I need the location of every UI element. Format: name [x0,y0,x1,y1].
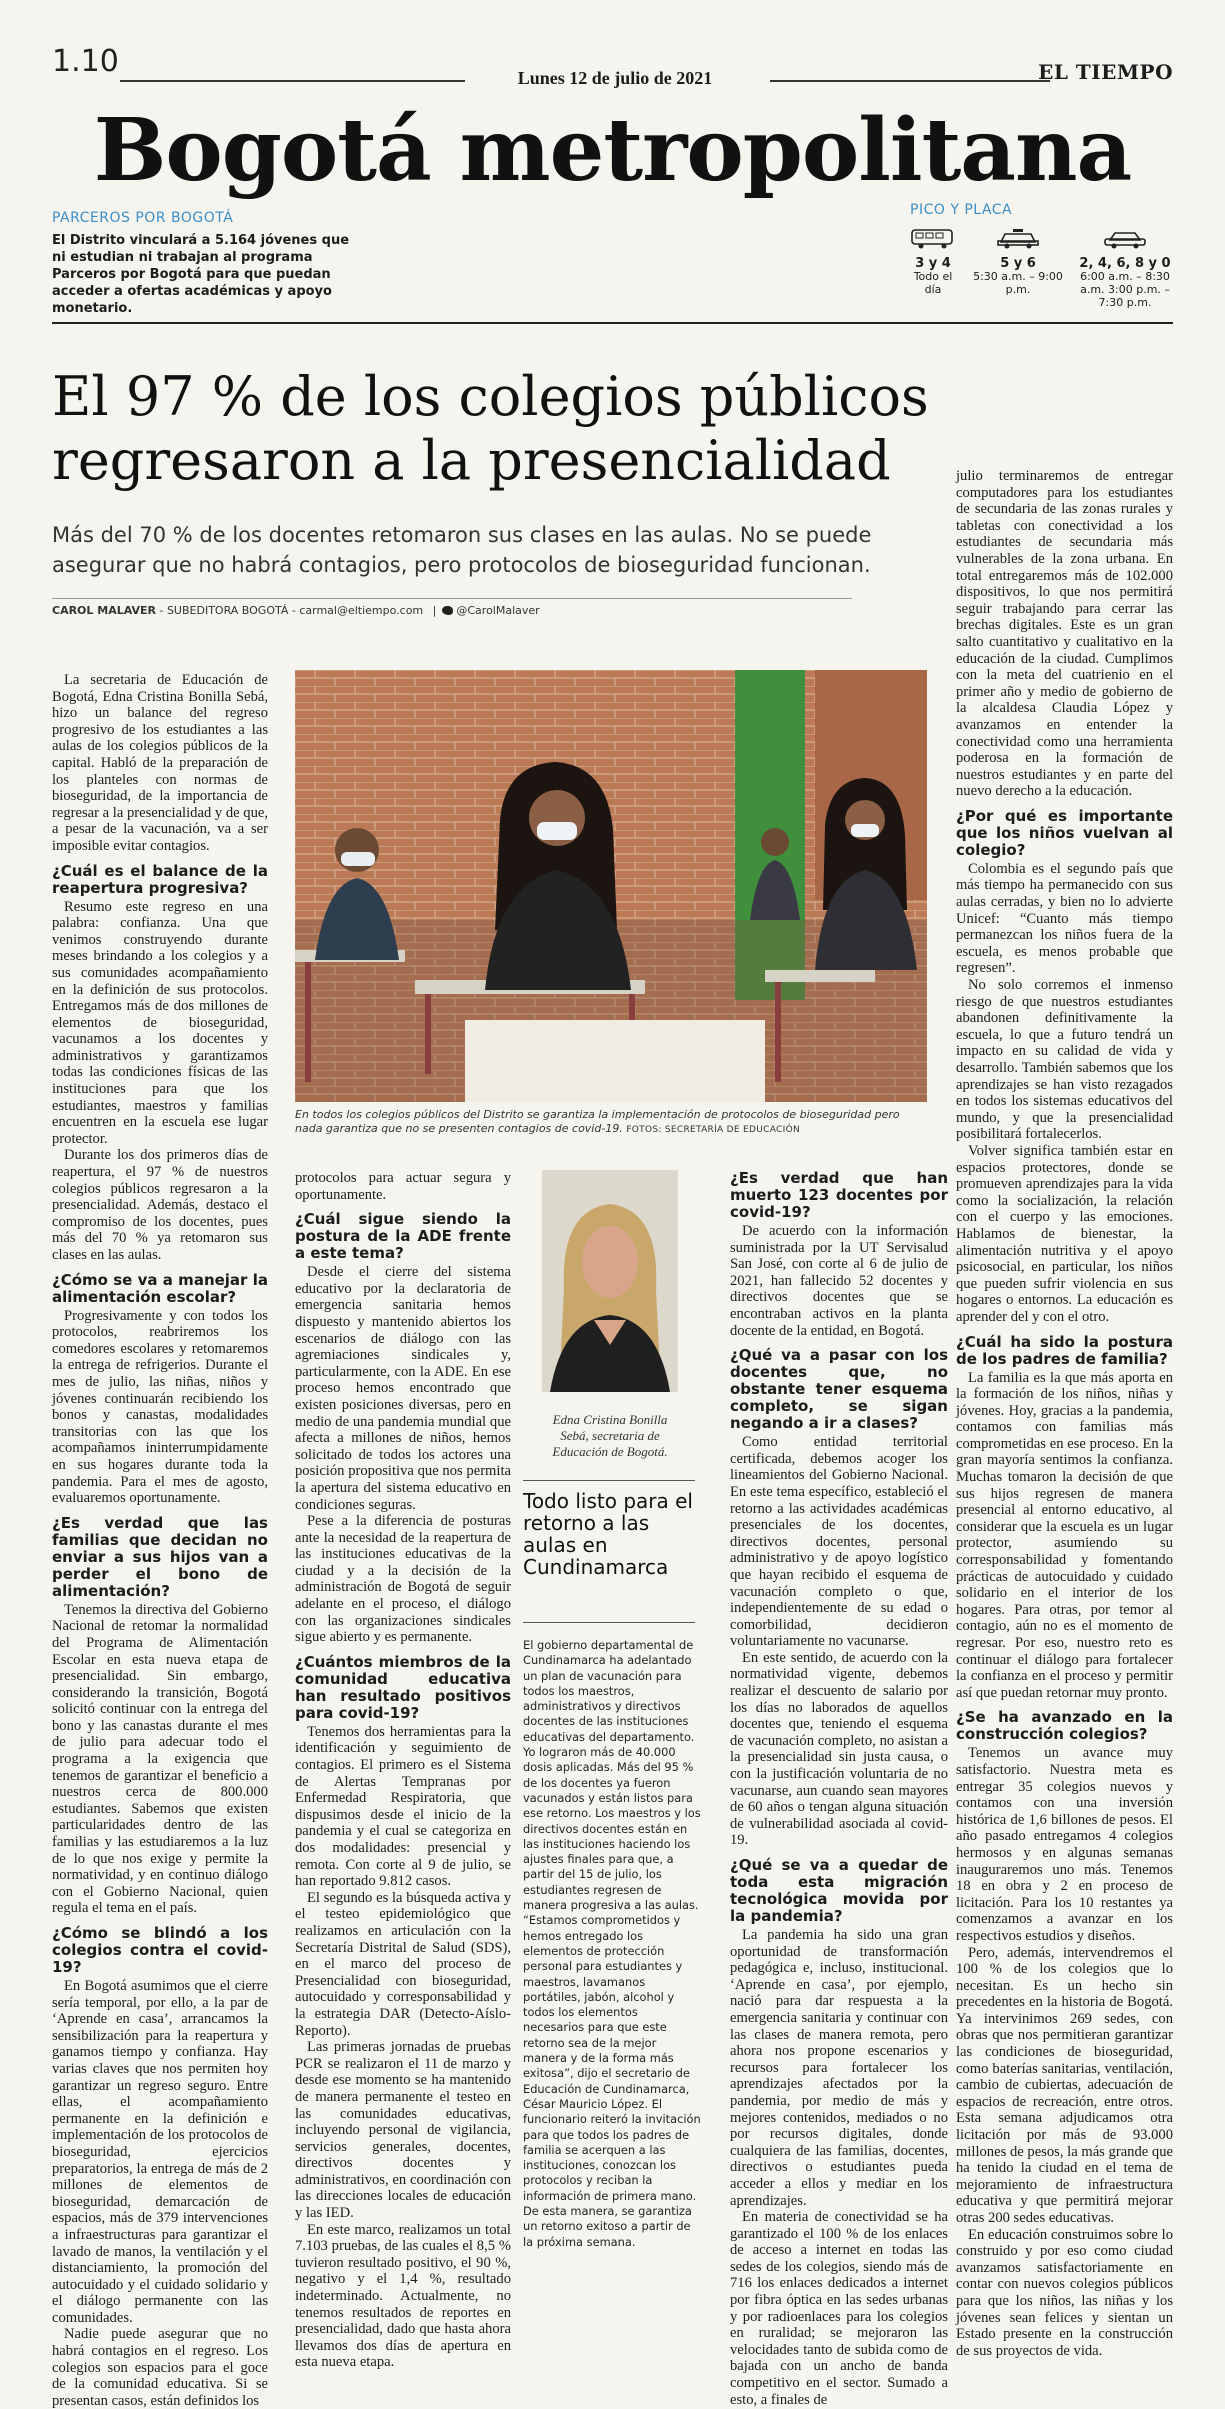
sidebar-text: El gobierno departamental de Cundinamarca ha adelantado un plan de vacunación para todos los maestros, administrativos y directivos docentes de las instituciones educativas del departamento. Yo lograron más de 40.000 dosis aplicadas. Más del 95 % de los docentes ya fueron vacunados y están listos para ese retorno. Los maestros y los directivos docentes están en las instituciones haciendo los ajustes finales para que, a partir del 15 de julio, los estudiantes regresen de manera progresiva a las aulas. “Estamos comprometidos y hemos entregado los elementos de protección personal para estudiantes y maestros, lavamanos portátiles, jabón, alcohol y todos los elementos necesarios para que este retorno sea de la mejor manera y de la forma más exitosa”, dijo el secretario de Educación de Cundinamarca, César Mauricio López. El funcionario reiteró la invitación para que todos los padres de familia se acerquen a las instituciones, conozcan los protocolos y reciban la información de primera mano. De esta manera, se garantiza un retorno exitoso a partir de la próxima semana. [523,1638,701,2249]
article-paragraph: Pero, además, intervendremos el 100 % de los colegios que lo necesitan. Es un hecho sin precedentes en la historia de Bogotá. Ya intervinimos 269 sedes, con obras que nos permitieran garantizar las condiciones de bioseguridad, como baterías sanitarias, ventilación, cambio de cubiertas, adecuación de espacios de recreación, entre otros. Esta semana adjudicamos otra licitación por más de 93.000 millones de pesos, la más grande que ha tenido la ciudad en el tema de mejoramiento de infraestructura educativa y que permitirá mejorar otras 200 sedes educativas. [956,1944,1173,2226]
article-paragraph: De acuerdo con la información suministrada por la UT Servisalud San José, con corte al 6 de julio de 2021, han fallecido 52 docentes y directivos docentes que se encontraban activos en la planta docente de la entidad, en Bogotá. [730,1223,948,1339]
article-paragraph: El segundo es la búsqueda activa y el testeo epidemiológico que realizamos en articulación con la Secretaría Distrital de Salud (SDS), en el marco del proceso de Presencialidad con bioseguridad, autocuidado y corresponsabilidad y la estrategia DAR (Detecto-Aíslo-Reporto). [295,1889,511,2039]
photo-credit: FOTOS: SECRETARÍA DE EDUCACIÓN [626,1125,800,1135]
article-paragraph: La pandemia ha sido una gran oportunidad de transformación pedagógica e, incluso, institucional. ‘Aprende en casa’, por ejemplo, nació para dar respuesta a la emergencia sanitaria y continuar con las clases de manera remota, pero ahora nos propone escenarios y recursos para fortalecer los aprendizajes afectados por la pandemia, por medio de más y mejores contenidos, mediados o no por recursos digitales, donde cualquiera de las familias, docentes, directivos o estudiantes pueda acceder a ellos y mediar en los aprendizajes. [730,1927,948,2209]
article-column-1 [52,672,268,2409]
bus-hours: Todo el día [913,270,953,296]
sidebar-rule-bottom [523,1622,695,1623]
section-title: Bogotá metropolitana [93,100,1132,201]
article-paragraph: Desde el cierre del sistema educativo por la declaratoria de emergencia sanitaria hemos dispuesto y mantenido abiertos los escenarios de diálogo con las agremiaciones sindicales y, particularmente, con la ADE. En ese proceso hemos encontrado que existen posiciones diversas, pero en medio de una pandemia mundial que afecta a millones de niños, hemos solicitado de todos los actores una posición propositiva que nos permita la apertura del sistema educativo en condiciones seguras. [295,1264,511,1513]
article-paragraph: Tenemos la directiva del Gobierno Nacional de retomar la normalidad del Programa de Alimentación Escolar en esta nueva etapa de presencialidad. Sin embargo, considerando la transición, Bogotá solicitó continuar con la entrega del bono y las canastas durante el mes de julio para adecuar todo el programa a la exigencia que tenemos de garantizar el beneficio a nuestros cerca de 800.000 estudiantes. Sabemos que existen particularidades dentro de las familias y las estudiaremos a la luz de lo que nos exige y permite la normatividad, y en continuo diálogo con el Gobierno Nacional, quien regula el tema en el país. [52,1601,268,1917]
article-paragraph: Pese a la diferencia de posturas ante la necesidad de la reapertura de las instituciones educativas de la ciudad y a la decisión de la administración de Bogotá de seguir adelante en el proceso, el diálogo con las organizaciones sindicales sigue abierto y es permanente. [295,1513,511,1646]
photo-caption-text: En todos los colegios públicos del Distrito se garantiza la implementación de protocolos de bioseguridad pero nada garantiza que no se presenten contagios de covid-19. [295,1108,900,1135]
header-rule-right [770,80,1050,82]
question-heading: ¿Es verdad que las familias que decidan no enviar a sus hijos van a perder el bono de alimentación? [52,1513,268,1600]
article-paragraph: En este sentido, de acuerdo con la normatividad vigente, debemos realizar el descuento de salario por los días no laborados de aquellos docentes que, teniendo el esquema de vacunación completo, no asistan a la presencialidad sin justa causa, o con la justificación voluntaria de no vacunarse, aun cuando sean mayores de 60 años o tengan alguna situación de vulnerabilidad asociada al covid-19. [730,1649,948,1849]
article-paragraph: protocolos para actuar segura y oportunamente. [295,1170,511,1203]
taxi-icon [995,228,1041,250]
article-paragraph: Como entidad territorial certificada, debemos acoger los lineamientos del Gobierno Nacional. En este tema específico, estableció el retorno a las actividades académicas presenciales de los docentes, directivos docentes, personal administrativo y de apoyo logístico que hayan recibido el esquema de vacunación completo o que, independientemente de su edad o comorbilidad, decidieron voluntariamente no vacunarse. [730,1434,948,1650]
dateline: Lunes 12 de julio de 2021 [517,68,713,88]
question-heading: ¿Qué se va a quedar de toda esta migración tecnológica movida por la pandemia? [730,1856,948,1925]
bus-plates: 3 y 4 [915,256,951,271]
byline-name: CAROL MALAVER [52,604,156,617]
article-column-3 [730,1170,948,2408]
article-paragraph: Resumo este regreso en una palabra: confianza. Una que venimos construyendo durante meses brindando a los colegios y a sus comunidades acompañamiento en la definición de sus protocolos. Entregamos más de dos millones de elementos de bioseguridad, vacunamos a los docentes y administrativos y garantizamos todas las condiciones físicas de las instituciones para que los estudiantes, maestros y familias encuentren en la escuela ese lugar protector. [52,898,268,1147]
newspaper-logo: EL TIEMPO [1038,60,1173,84]
page-number: 1.10 [52,44,119,79]
parceros-text: El Distrito vinculará a 5.164 jóvenes que ni estudian ni trabajan al programa Parceros por Bogotá para que puedan acceder a ofertas académicas y apoyo monetario. [52,233,350,316]
pico-placa-car [1075,228,1175,309]
question-heading: ¿Es verdad que han muerto 123 docentes por covid-19? [730,1169,948,1221]
article-paragraph: Tenemos dos herramientas para la identificación y seguimiento de contagios. El primero es el Sistema de Alertas Tempranas por Enfermedad Respiratoria, que dispusimos desde el inicio de la pandemia y el cual se categoriza en dos modalidades: presencial y remota. Con corte al 9 de julio, se han reportado 9.812 casos. [295,1723,511,1890]
article-paragraph: Tenemos un avance muy satisfactorio. Nuestra meta es entregar 35 colegios nuevos y contamos con una inversión histórica de 1,6 billones de pesos. El año pasado entregamos 4 colegios hermosos y en algunas semanas inauguraremos uno más. Tenemos 18 en obra y 2 en proceso de licitación. Para los 10 restantes ya comenzamos a avanzar en los respectivos estudios y diseños. [956,1745,1173,1944]
sidebar-title: Todo listo para el retorno a las aulas en Cundinamarca [523,1489,693,1579]
question-heading: ¿Se ha avanzado en la construcción colegios? [956,1708,1173,1744]
article-paragraph: julio terminaremos de entregar computadores para los estudiantes de secundaria de las zonas rurales y tabletas con conectividad a los estudiantes de secundaria más vulnerables de la zona urbana. En total entregaremos más de 102.000 dispositivos, lo que nos permitirá seguir trabajando para cerrar las brechas digitales. Este es un gran salto cuantitativo y cualitativo en la educación de la ciudad. Cumplimos con la meta del cuatrienio en el primer año y medio de gobierno de la alcaldesa Claudia López y avanzamos en entender la conectividad como una herramienta poderosa en la formación de nuestros estudiantes y en parte del nuevo derecho a la educación. [956,468,1173,800]
question-heading: ¿Por qué es importante que los niños vuelvan al colegio? [956,806,1173,859]
question-heading: ¿Cuál es el balance de la reapertura progresiva? [52,861,268,897]
article-column-4 [956,468,1173,2359]
article-paragraph: Las primeras jornadas de pruebas PCR se realizaron el 11 de marzo y desde ese momento se ha mantenido de manera permanente el testeo en las comunidades educativas, incluyendo personal de vigilancia, servicios generales, docentes, directivos docentes y administrativos, en coordinación con las direcciones locales de educación y las IED. [295,2039,511,2222]
byline: CAROL MALAVER - SUBEDITORA BOGOTÁ - carmal@eltiempo.com | @CarolMalaver [52,604,540,617]
twitter-icon [442,606,453,615]
question-heading: ¿Cuántos miembros de la comunidad educativa han resultado positivos para covid-19? [295,1652,511,1722]
article-paragraph: Volver significa también estar en espacios protectores, donde se promueven aprendizajes para la vida como la socialización, la relación con el cuerpo y las emociones. Hablamos de bienestar, la alimentación nutritiva y el apoyo psicosocial, en particular, los niños que pueden sufrir violencia en sus hogares o entornos. La educación es aprender del y con el otro. [956,1142,1173,1325]
car-hours: 6:00 a.m. – 8:30 a.m. 3:00 p.m. – 7:30 p.m. [1080,270,1170,309]
article-paragraph: La secretaria de Educación de Bogotá, Edna Cristina Bonilla Sebá, hizo un balance del regreso progresivo de los estudiantes a las aulas de los colegios públicos de la capital. Habló de la preparación de los planteles con normas de bioseguridad, de la importancia de regresar a la presencialidad y de que, a pesar de la vacunación, va a ser imposible evitar contagios. [52,672,268,854]
question-heading: ¿Cuál sigue siendo la postura de la ADE frente a este tema? [295,1210,511,1263]
pico-placa-bus [905,228,961,296]
article-paragraph: En este marco, realizamos un total 7.103 pruebas, de las cuales el 8,5 % tuvieron resultado positivo, el 90 %, negativo y el 1,4 %, resultado indeterminado. Actualmente, no tenemos resultados de reportes en presencialidad, dado que hasta ahora llevamos dos días de apertura en esta nueva etapa. [295,2221,511,2371]
portrait-photo [542,1170,678,1392]
article-paragraph: En materia de conectividad se ha garantizado el 100 % de los enlaces de acceso a internet en todas las sedes de los colegios, siendo más de 716 los enlaces dedicados a internet por fibra óptica en las sedes urbanas y por radioenlaces para los colegios en ruralidad; se mejoraron las velocidades tanto de subida como de bajada con un ancho de banda competitivo en el sector. Sumado a esto, a finales de [730,2209,948,2408]
taxi-plates: 5 y 6 [1000,256,1036,271]
pico-placa-taxi [963,228,1073,296]
question-heading: ¿Qué va a pasar con los docentes que, no obstante tener esquema completo, se sigan negando a ir a clases? [730,1346,948,1433]
article-headline: El 97 % de los colegios públicos regresaron a la presencialidad [52,365,929,492]
taxi-hours: 5:30 a.m. – 9:00 p.m. [973,270,1063,296]
article-column-2 [295,1170,511,2371]
byline-twitter[interactable]: @CarolMalaver [456,604,540,617]
question-heading: ¿Cómo se blindó a los colegios contra el covid-19? [52,1924,268,1976]
article-paragraph: En educación construimos sobre lo construido y por eso como ciudad avanzamos satisfactoriamente en contar con nuevos colegios públicos para que los niños, las niñas y los jóvenes sean felices y sientan un Estado presente en la construcción de sus proyectos de vida. [956,2226,1173,2359]
sidebar-rule-top [523,1480,695,1481]
question-heading: ¿Cómo se va a manejar la alimentación escolar? [52,1270,268,1306]
article-paragraph: No solo corremos el inmenso riesgo de que nuestros estudiantes abandonen definitivamente la escuela, lo que a futuro tendrá un impacto en su calidad de vida y desarrollo. También sabemos que los aprendizajes se han visto rezagados en todos los sistemas educativos del mundo, y que la presencialidad posibilitará fortalecerlos. [956,977,1173,1143]
car-plates: 2, 4, 6, 8 y 0 [1079,256,1171,271]
article-paragraph: En Bogotá asumimos que el cierre sería temporal, por ello, a la par de ‘Aprende en casa’, arrancamos la sensibilización para la reapertura y ganamos tiempo y confianza. Hay varias claves que nos permiten hoy garantizar un regreso seguro. Entre ellas, el acompañamiento permanente en la definición e implementación de los protocolos de bioseguridad, ejercicios preparatorios, la entrega de más de 2 millones de elementos de bioseguridad, demarcación de espacios, más de 379 intervenciones a infraestructuras para garantizar el lavado de manos, la ventilación y el distanciamiento, la promoción del autocuidado y el cuidado solidario y el diálogo permanente con las comunidades. [52,1978,268,2326]
bus-icon [910,228,956,250]
question-heading: ¿Cuál ha sido la postura de los padres de familia? [956,1332,1173,1368]
photo-caption [295,1108,927,1137]
byline-rule-top [52,598,852,599]
article-paragraph: Nadie puede asegurar que no habrá contagios en el regreso. Los colegios son espacios para el goce de la comunidad educativa. Si se presentan casos, están definidos los [52,2326,268,2409]
classroom-photo [295,670,927,1102]
pico-placa-title: PICO Y PLACA [910,202,1013,218]
header-rule-left [120,80,465,82]
article-paragraph: Progresivamente y con todos los protocolos, reabriremos los comedores escolares y retomaremos la entrega de refrigerios. Durante el mes de julio, las niñas, niños y jóvenes continuarán recibiendo los bonos y canastas, modalidades transitorias con las que los acompañamos ininterrumpidamente en sus hogares durante toda la pandemia. Para el mes de agosto, evaluaremos oportunamente. [52,1307,268,1507]
article-lede: Más del 70 % de los docentes retomaron sus clases en las aulas. No se puede asegurar que no habrá contagios, pero protocolos de bioseguridad funcionan. [52,523,872,577]
article-paragraph: Durante los dos primeros días de reapertura, el 97 % de nuestros colegios públicos regresaron a la presencialidad. Además, destaco el compromiso de los docentes, pues más del 70 % ya retomaron sus clases en las aulas. [52,1147,268,1263]
header-divider [52,322,1173,324]
portrait-caption: Edna Cristina Bonilla Sebá, secretaria de Educación de Bogotá. [552,1412,668,1459]
article-paragraph: Colombia es el segundo país que más tiempo ha permanecido con sus aulas cerradas, y bien no lo advierte Unicef: “Cuanto más tiempo permanezcan los niños fuera de la escuela, es menos probable que regresen”. [956,860,1173,977]
parceros-kicker: PARCEROS POR BOGOTÁ [52,210,234,226]
car-icon [1102,228,1148,250]
article-paragraph: La familia es la que más aporta en la formación de los niños, niñas y jóvenes. Hoy, gracias a la pandemia, contamos con familias más comprometidas en ese proceso. En la gran mayoría sentimos la confianza. Muchas tomaron la decisión de que sus hijos regresen de manera presencial al entorno educativo, al considerar que la escuela es un lugar protector, asumiendo su corresponsabilidad y fomentando prácticas de autocuidado y cuidado solidario en el interior de los hogares. Para otras, por temor al contagio, aún no es el momento de regresar. Por eso, nuestro reto es continuar el diálogo para fortalecer la confianza en el proceso y permitir así que puedan retornar muy pronto. [956,1369,1173,1701]
byline-role: - SUBEDITORA BOGOTÁ - carmal@eltiempo.com [155,604,424,617]
